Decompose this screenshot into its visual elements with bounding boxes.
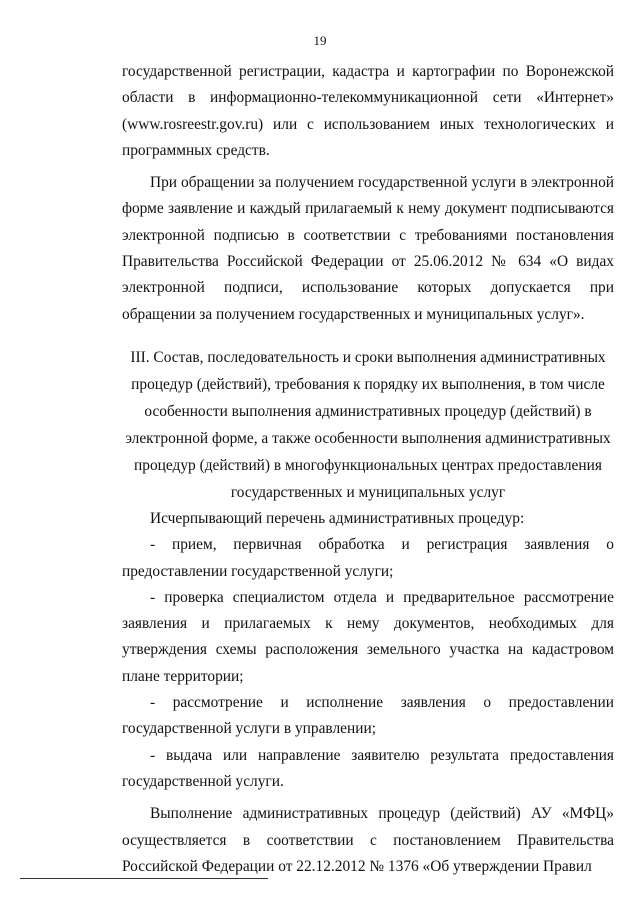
list-item: - прием, первичная обработка и регистрация заявления о предоставлении государственной услуги; [122, 536, 614, 580]
paragraph-mfc-procedures: Выполнение административных процедур (действий) АУ «МФЦ» осуществляется в соответствии с постановлением Правительства Российской Федерации от 22.12.2012 № 1376 «Об утверждении Правил [122, 805, 614, 875]
paragraph-procedures-intro: Исчерпывающий перечень административных процедур: [150, 509, 525, 527]
list-item: - рассмотрение и исполнение заявления о предоставлении государственной услуги в управлении; [122, 694, 614, 738]
paragraph-electronic-signature: При обращении за получением государственной услуги в электронной форме заявление и каждый прилагаемый к нему документ подписываются электронной подписью в соответствии с требованиями постановления Правительства Российской Федерации от 25.06.2012 № 634 «О видах электронной подписи, использование которых допускается при обращении за получением государственных и муниципальных услуг». [122, 174, 614, 323]
section-heading [122, 344, 614, 506]
page-body [122, 59, 614, 880]
heading-line: особенности выполнения административных процедур (действий) в [144, 402, 592, 420]
paragraph-registry-access: государственной регистрации, кадастра и картографии по Воронежской области в информационно-телекоммуникационной сети «Интернет» (www.rosreestr.gov.ru) или с использованием иных технологических и программных средств. [122, 63, 614, 159]
list-item: - выдача или направление заявителю результата предоставления государственной услуги. [122, 746, 614, 790]
footer-rule [20, 878, 268, 879]
heading-line: III. Состав, последовательность и сроки выполнения административных [130, 348, 606, 366]
heading-line: процедур (действий), требования к порядку их выполнения, в том числе [131, 375, 605, 393]
page-number: 19 [313, 33, 327, 48]
heading-line: процедур (действий) в многофункциональных центрах предоставления [134, 456, 602, 474]
list-item: - проверка специалистом отдела и предварительное рассмотрение заявления и прилагаемых к нему документов, необходимых для утверждения схемы расположения земельного участка на кадастровом плане территории; [122, 588, 614, 685]
heading-line: государственных и муниципальных услуг [230, 483, 506, 501]
heading-line: электронной форме, а также особенности выполнения административных [125, 429, 611, 447]
